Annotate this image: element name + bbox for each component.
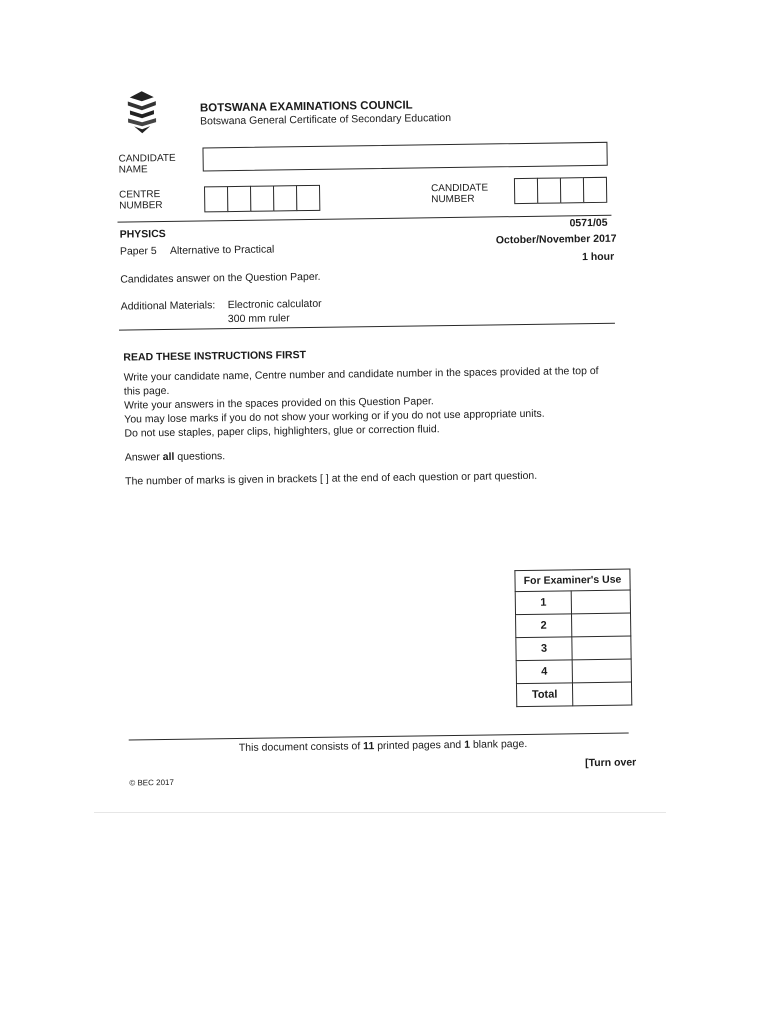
centre-number-cell[interactable] (273, 185, 297, 211)
marks-note: The number of marks is given in brackets [ ] at the end of each question or part question. (125, 469, 538, 488)
candidate-number-label: CANDIDATE NUMBER (430, 182, 489, 206)
copyright: © BEC 2017 (129, 777, 174, 788)
candidate-number-cell[interactable] (514, 178, 538, 204)
duration: 1 hour (581, 250, 615, 264)
examiners-use-table (514, 569, 632, 708)
instruction-line: Write your answers in the spaces provided on this Question Paper. (123, 395, 434, 412)
paper-title: Alternative to Practical (169, 243, 275, 257)
answer-all-note: Answer all questions. (124, 450, 226, 464)
mark-cell[interactable] (571, 590, 630, 614)
centre-number-cell[interactable] (227, 186, 251, 212)
mark-cell[interactable] (572, 636, 631, 660)
table-row: Total (516, 682, 631, 707)
centre-number-cell[interactable] (204, 186, 228, 212)
bec-logo-icon (124, 89, 161, 135)
mark-cell[interactable] (572, 659, 631, 683)
candidate-number-cell[interactable] (560, 177, 584, 203)
centre-number-label: CENTRE NUMBER (119, 189, 163, 212)
table-row: 2 (516, 613, 631, 638)
answer-on-paper: Candidates answer on the Question Paper. (120, 270, 321, 286)
certificate-name: Botswana General Certificate of Secondary Education (200, 111, 452, 128)
table-row: 1 (515, 590, 630, 615)
examiners-use-heading: For Examiner's Use (515, 569, 630, 592)
centre-number-cell[interactable] (296, 185, 320, 211)
turn-over: [Turn over (585, 756, 637, 770)
additional-materials-label: Additional Materials: (120, 299, 216, 313)
table-row: 4 (516, 659, 631, 684)
subject: PHYSICS (119, 227, 166, 241)
centre-number-cell[interactable] (250, 185, 274, 211)
exam-session: October/November 2017 (495, 232, 617, 247)
instruction-line: this page. (123, 384, 170, 398)
centre-number-field[interactable] (205, 185, 320, 213)
divider (119, 323, 615, 331)
paper-number: Paper 5 (119, 245, 157, 258)
candidate-number-field[interactable] (515, 177, 607, 204)
candidate-name-field[interactable] (202, 142, 607, 172)
page-count-note: This document consists of 11 printed pages and 1 blank page. (238, 737, 528, 755)
candidate-number-cell[interactable] (537, 177, 561, 203)
divider (117, 215, 611, 223)
instruction-line: Do not use staples, paper clips, highlighters, glue or correction fluid. (124, 423, 440, 440)
mark-cell[interactable] (572, 682, 631, 706)
mark-cell[interactable] (572, 613, 631, 637)
candidate-name-label: CANDIDATE NAME (118, 152, 176, 176)
instruction-line: Write your candidate name, Centre number and candidate number in the spaces provided at the top of (123, 364, 599, 384)
instructions-heading: READ THESE INSTRUCTIONS FIRST (123, 349, 307, 364)
material-item: Electronic calculator (227, 297, 322, 312)
instruction-line: You may lose marks if you do not show your working or if you do not use appropriate units. (124, 407, 545, 426)
scan-edge (94, 812, 666, 813)
material-item: 300 mm ruler (227, 312, 290, 326)
candidate-number-cell[interactable] (583, 177, 607, 203)
paper-code: 0571/05 (569, 216, 608, 230)
table-row: 3 (516, 636, 631, 661)
council-name: BOTSWANA EXAMINATIONS COUNCIL (199, 99, 413, 115)
